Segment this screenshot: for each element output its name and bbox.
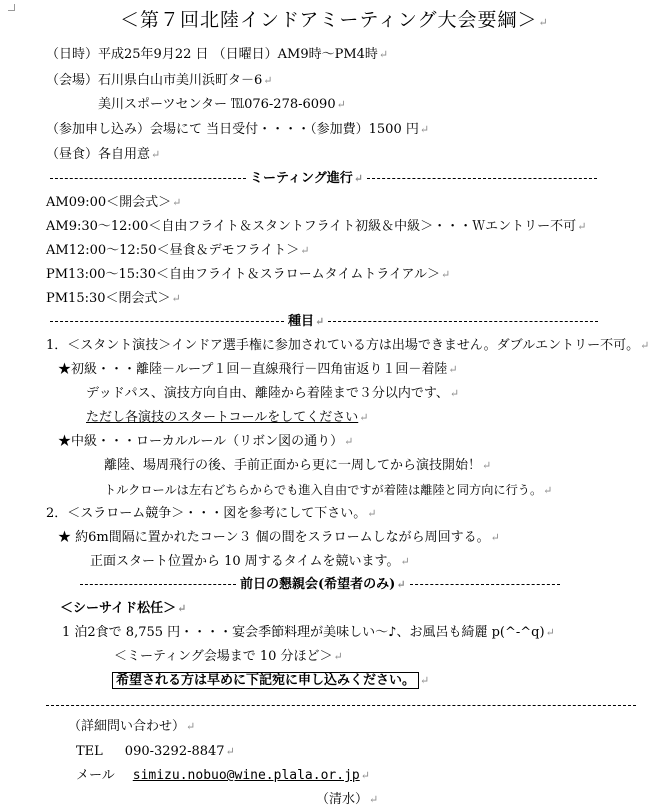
party-distance: ＜ミーティング会場まで 10 分ほど＞↵ bbox=[114, 649, 343, 664]
contact-mail: メール simizu.nobuo@wine.plala.or.jp↵ bbox=[76, 768, 370, 783]
stunt-intermediate-note: トルクロールは左右どちらからでも進入自由ですが着陸は離陸と同方向に行う。↵ bbox=[104, 483, 553, 497]
stunt-beginner-note: ただし各演技のスタートコールをしてください↵ bbox=[86, 410, 369, 425]
party-price: 1 泊2食で 8,755 円・・・・宴会季節料理が美味しい～♪、お風呂も綺麗 p(^-^q)↵ bbox=[62, 625, 555, 640]
info-venue: （会場）石川県白山市美川浜町タ－6↵ bbox=[46, 73, 273, 88]
stunt-beginner: ★初級・・・離陸－ループ１回－直線飛行－四角宙返り１回－着陸↵ bbox=[58, 362, 458, 377]
stunt-intermediate-note: 離陸、場周飛行の後、手前正面から更に一周してから演技開始！↵ bbox=[104, 458, 492, 473]
divider bbox=[46, 705, 636, 706]
slalom-note: 正面スタート位置から 10 周するタイムを競います。↵ bbox=[90, 554, 410, 569]
stunt-title: 1．＜スタント演技＞インドア選手権に参加されている方は出場できません。ダブルエントリー不可。↵ bbox=[46, 338, 650, 353]
slalom-note: ★ 約6m間隔に置かれたコーン３ 個の間をスラロームしながら周回する。↵ bbox=[58, 530, 500, 545]
stunt-intermediate: ★中級・・・ローカルルール（リボン図の通り）↵ bbox=[58, 434, 354, 449]
info-venue-detail: 美川スポーツセンター ℡076-278-6090↵ bbox=[98, 97, 346, 112]
schedule-item: PM15:30＜閉会式＞↵ bbox=[46, 291, 181, 306]
stunt-beginner-note: デッドパス、演技方向自由、離陸から着陸まで３分以内です、↵ bbox=[86, 386, 460, 401]
party-place: ＜シーサイド松任＞↵ bbox=[60, 601, 187, 616]
party-apply: 希望される方は早めに下記宛に申し込みください。 ↵ bbox=[112, 672, 429, 690]
info-lunch: （昼食）各自用意↵ bbox=[46, 147, 161, 162]
contact-name: （清水）↵ bbox=[316, 792, 379, 807]
schedule-heading: ミーティング進行↵ bbox=[46, 170, 601, 188]
email-link[interactable]: simizu.nobuo@wine.plala.or.jp bbox=[132, 768, 360, 783]
info-date: （日時）平成25年9月22 日 （日曜日）AM9時～PM4時↵ bbox=[46, 47, 389, 62]
party-heading: 前日の懇親会(希望者のみ)↵ bbox=[76, 576, 564, 594]
page-corner-mark bbox=[8, 4, 15, 11]
contact-label: （詳細問い合わせ）↵ bbox=[68, 719, 196, 734]
slalom-title: 2．＜スラローム競争＞・・・図を参考にして下さい。↵ bbox=[46, 506, 377, 521]
contact-tel: TEL 090-3292-8847↵ bbox=[76, 744, 235, 759]
schedule-item: AM09:00＜開会式＞↵ bbox=[46, 195, 182, 210]
schedule-item: AM9:30～12:00＜自由フライト＆スタントフライト初級＆中級＞・・・Ｗエントリー不可↵ bbox=[46, 219, 587, 234]
info-entry: （参加申し込み）会場にて 当日受付・・・・（参加費）1500 円↵ bbox=[46, 122, 430, 137]
schedule-item: AM12:00～12:50＜昼食＆デモフライト＞↵ bbox=[46, 243, 310, 258]
events-heading: 種目↵ bbox=[46, 313, 602, 331]
schedule-item: PM13:00～15:30＜自由フライト＆スラロームタイムトライアル＞↵ bbox=[46, 267, 451, 282]
document-title: ＜第７回北陸インドアミーティング大会要綱＞↵ bbox=[120, 9, 549, 31]
